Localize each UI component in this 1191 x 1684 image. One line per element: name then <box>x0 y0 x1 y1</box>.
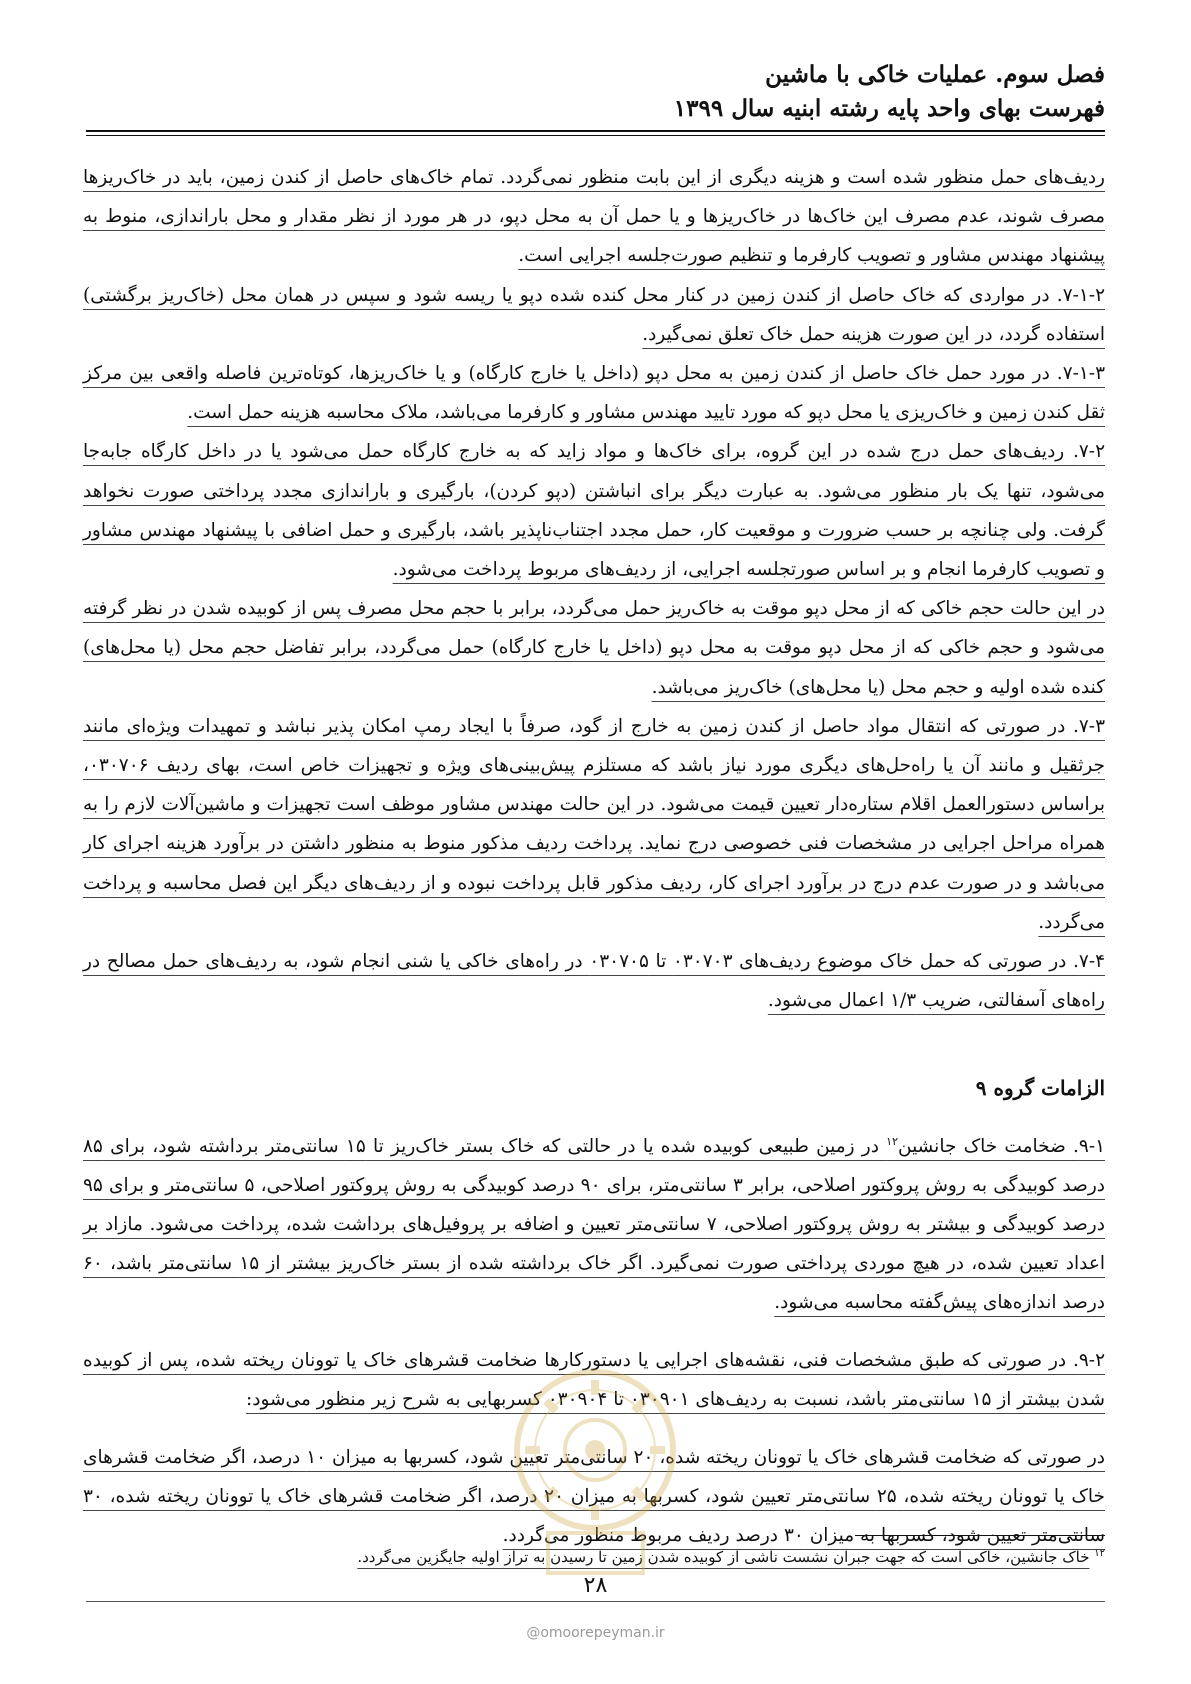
header-rule-thick <box>86 130 1105 132</box>
footer-rule <box>86 1601 1105 1602</box>
paragraph-7-1-2: ۷-۱-۲. در مواردی که خاک حاصل از کندن زمین در کنار محل کنده شده دپو یا ریسه شود و سپس در همان محل (خاک‌ریز برگشتی) استفاده گردد، در این صورت هزینه حمل خاک تعلق نمی‌گیرد. <box>83 284 1105 345</box>
chapter-title: فصل سوم. عملیات خاکی با ماشین <box>765 61 1105 88</box>
paragraph-temp-depot: در این حالت حجم خاکی که از محل دپو موقت به خاک‌ریز حمل می‌گردد، برابر با حجم محل مصرف پس از کوبیده شدن در نظر گرفته می‌شود و حجم خاکی که از محل دپو موقت به محل دپو (داخل یا خارج کارگاه) حمل می‌گردد، برابر تفاضل حجم محل (یا محل‌های) کنده شده اولیه و حجم محل (یا محل‌های) خاک‌ریز می‌باشد. <box>83 598 1105 698</box>
footnote-text: خاک جانشین، خاکی است که جهت جبران نشست ناشی از کوبیده شدن زمین تا رسیدن به تراز اولیه جایگزین می‌گردد. <box>357 1548 1090 1566</box>
footnote-ref-12[interactable]: ۱۲ <box>886 1134 898 1148</box>
footnote-marker: ۱۲ <box>1094 1548 1105 1559</box>
watermark-site-text: @omoorepeyman.ir <box>526 1625 665 1641</box>
paragraph-7-3: ۷-۳. در صورتی که انتقال مواد حاصل از کندن زمین به خارج از گود، صرفاً با ایجاد رمپ امکان پذیر نباشد و تمهیدات ویژه‌ای مانند جرثقیل و مانند آن یا راه‌حل‌های دیگری مورد نیاز باشد که مستلزم پیش‌بینی‌های ویژه و تجهیزات خاص است، بهای ردیف ۰۳۰۷۰۶، براساس دستورالعمل اقلام ستاره‌دار تعیین قیمت می‌شود. در این حالت مهندس مشاور موظف است تجهیزات و ماشین‌آلات لازم را به همراه مراحل اجرایی در مشخصات فنی خصوصی درج نماید. پرداخت ردیف مذکور منوط به منظور داشتن در برآورد هزینه اجرای کار می‌باشد و در صورت عدم درج در برآورد اجرای کار، ردیف مذکور قابل پرداخت نبوده و از ردیف‌های دیگر این فصل محاسبه و پرداخت می‌گردد. <box>83 715 1105 933</box>
main-body <box>83 158 1105 1020</box>
paragraph-7-4: ۷-۴. در صورتی که حمل خاک موضوع ردیف‌های ۰۳۰۷۰۳ تا ۰۳۰۷۰۵ در راه‌های خاکی یا شنی انجام شود، به ردیف‌های حمل مصالح در راه‌های آسفالتی، ضریب ۱/۳ اعمال می‌شود. <box>83 951 1106 1012</box>
paragraph-transport-continued: ردیف‌های حمل منظور شده است و هزینه دیگری از این بابت منظور نمی‌گردد. تمام خاک‌های حاصل از کندن زمین، باید در خاک‌ریزها مصرف شوند، عدم مصرف این خاک‌ها در خاک‌ریزها و یا حمل آن به محل دپو، در هر مورد از نظر مقدار و محل باراندازی، منوط به پیشنهاد مهندس مشاور و تصویب کارفرما و تنظیم صورت‌جلسه اجرایی است. <box>83 167 1105 267</box>
paragraph-9-2: ۹-۲. در صورتی که طبق مشخصات فنی، نقشه‌های اجرایی یا دستورکارها ضخامت قشرهای خاک یا توونان ریخته شده، پس از کوبیده شدن بیشتر از ۱۵ سانتی‌متر باشد، نسبت به ردیف‌های ۰۳۰۹۰۱ تا ۰۳۰۹۰۴ کسربهایی به شرح زیر منظور می‌شود: <box>83 1350 1105 1411</box>
seal-logo-icon <box>488 1355 703 1590</box>
paragraph-9-1 <box>83 1122 1105 1323</box>
page-header <box>95 58 1105 126</box>
paragraph-7-1-3: ۷-۱-۳. در مورد حمل خاک حاصل از کندن زمین به محل دپو (داخل یا خارج کارگاه) و یا خاک‌ریزها، کوتاه‌ترین فاصله واقعی بین مرکز ثقل کندن زمین و خاک‌ریزی یا محل دپو که مورد تایید مهندس مشاور و کارفرما می‌باشد، ملاک محاسبه هزینه حمل است. <box>83 363 1105 424</box>
header-rule-thin <box>86 135 1105 136</box>
page-number: ۲۸ <box>583 1573 608 1598</box>
footnote-rule <box>855 1535 1105 1536</box>
section-heading-group-9: الزامات گروه ۹ <box>975 1076 1105 1100</box>
paragraph-7-2: ۷-۲. ردیف‌های حمل درج شده در این گروه، برای خاک‌ها و مواد زاید که به خارج کارگاه حمل می‌شود یا در داخل کارگاه جابه‌جا می‌شود، تنها یک بار منظور می‌شود. به عبارت دیگر برای انباشتن (دپو کردن)، بارگیری و باراندازی مجدد پرداختی صورت نخواهد گرفت. ولی چنانچه بر حسب ضرورت و موقعیت کار، حمل مجدد اجتناب‌ناپذیر باشد، بارگیری و حمل اضافی با پیشنهاد مهندس مشاور و تصویب کارفرما انجام و بر اساس صورتجلسه اجرایی، از ردیف‌های مربوط پرداخت می‌شود. <box>83 441 1105 581</box>
paragraph-9-1-rest: در زمین طبیعی کوبیده شده یا در حالتی که خاک بستر خاک‌ریز تا ۱۵ سانتی‌متر برداشته شود، برای ۸۵ درصد کوبیدگی به روش پروکتور اصلاحی، برابر ۳ سانتی‌متر، برای ۹۰ درصد کوبیدگی به روش پروکتور اصلاحی، ۵ سانتی‌متر و برای ۹۵ درصد کوبیدگی و بیشتر به روش پروکتور اصلاحی، ۷ سانتی‌متر تعیین و اضافه بر پروفیل‌های برداشت شده، پرداخت می‌شود. مازاد بر اعداد تعیین شده، در هیچ موردی پرداختی صورت نمی‌گیرد. اگر خاک برداشته شده از بستر خاک‌ریز بیشتر از ۱۵ سانتی‌متر باشد، ۶۰ درصد اندازه‌های پیش‌گفته محاسبه می‌شود. <box>83 1135 1105 1314</box>
document-subtitle: فهرست بهای واحد پایه رشته ابنیه سال ۱۳۹۹ <box>673 95 1105 122</box>
paragraph-9-1-start: ۹-۱. ضخامت خاک جانشین <box>898 1135 1106 1157</box>
paragraph-thickness-deductions: در صورتی که ضخامت قشرهای خاک یا توونان ریخته شده، ۲۰ سانتی‌متر تعیین شود، کسربها به میزان ۱۰ درصد، اگر ضخامت قشرهای خاک یا توونان ریخته شده، ۲۵ سانتی‌متر تعیین شود، کسربها به میزان ۲۰ درصد، اگر ضخامت قشرهای خاک یا توونان ریخته شده، ۳۰ سانتی‌متر تعیین شود، کسربها به میزان ۳۰ درصد ردیف مربوط منظور می‌گردد. <box>83 1447 1105 1547</box>
